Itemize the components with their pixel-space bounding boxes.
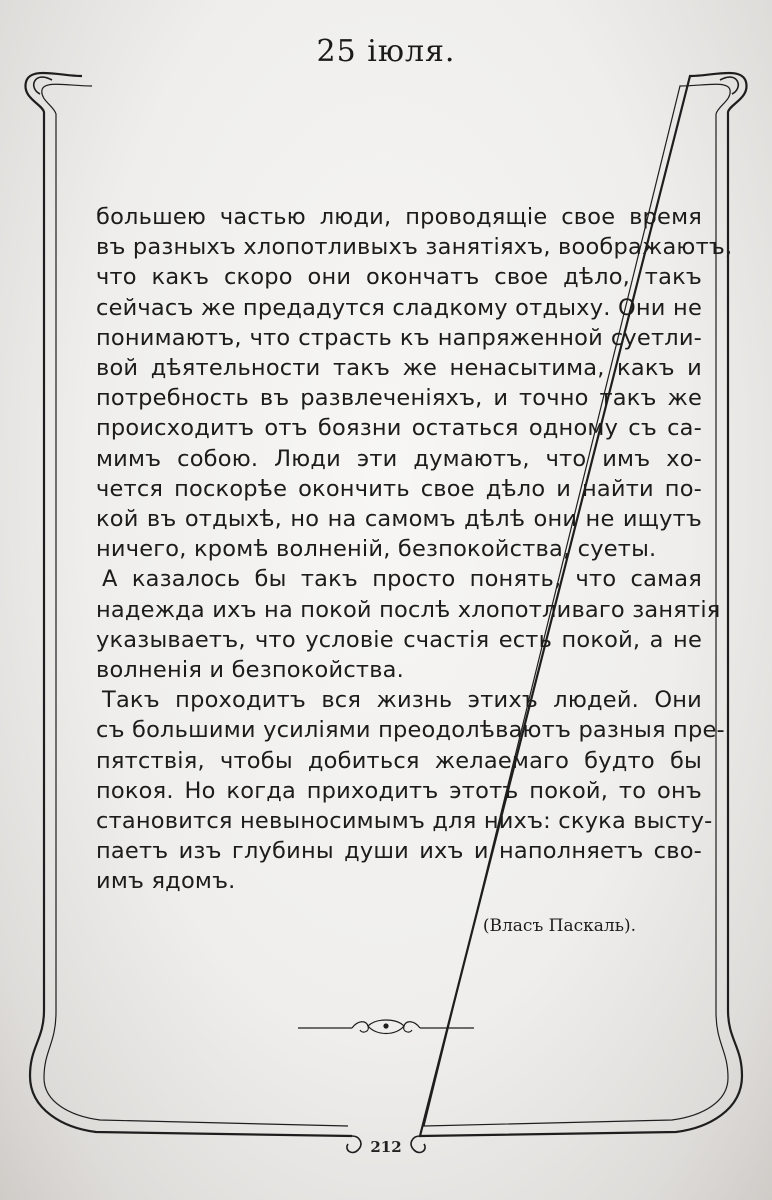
text-line: сейчасъ же предадутся сладкому отдыху. Они не bbox=[96, 294, 702, 321]
text-line: надежда ихъ на покой послѣ хлопотливаго занятія bbox=[96, 596, 721, 623]
text-line: пятствія, чтобы добиться желаемаго будто бы bbox=[96, 747, 702, 774]
paragraph-3 bbox=[96, 685, 725, 896]
paragraph-1 bbox=[96, 202, 733, 564]
paragraph-2 bbox=[96, 564, 721, 685]
text-line: ничего, кромѣ волненій, безпокойства, суеты. bbox=[96, 536, 657, 563]
text-line: имъ ядомъ. bbox=[96, 868, 236, 895]
text-line: А казалось бы такъ просто понять, что самая bbox=[102, 566, 702, 593]
author-signature: (Власъ Паскаль). bbox=[482, 916, 636, 936]
text-line: понимаютъ, что страсть къ напряженной суетли- bbox=[96, 324, 702, 351]
text-line: мимъ собою. Люди эти думаютъ, что имъ хо- bbox=[96, 445, 702, 472]
text-line: большею частью люди, проводящіе свое время bbox=[96, 204, 702, 230]
text-line: потребность въ развлеченіяхъ, и точно такъ же bbox=[96, 385, 702, 412]
text-line: Такъ проходитъ вся жизнь этихъ людей. Они bbox=[102, 687, 702, 714]
text-line: волненія и безпокойства. bbox=[96, 657, 405, 684]
text-line: становится невыносимымъ для нихъ: скука высту- bbox=[96, 808, 713, 835]
text-line: чется поскорѣе окончить свое дѣло и найти по- bbox=[96, 475, 702, 502]
text-line: покоя. Но когда приходитъ этотъ покой, то онъ bbox=[96, 777, 702, 804]
text-line: съ большими усиліями преодолѣваютъ разныя пре- bbox=[96, 717, 725, 744]
text-line: въ разныхъ хлопотливыхъ занятіяхъ, воображаютъ, bbox=[96, 234, 733, 261]
text-line: происходитъ отъ боязни остаться одному съ са- bbox=[96, 415, 702, 442]
page-title-date: 25 іюля. bbox=[316, 34, 456, 69]
corner-curl-top-right bbox=[720, 77, 738, 94]
text-line: паетъ изъ глубины души ихъ и наполняетъ сво- bbox=[96, 838, 702, 865]
corner-curl-top-left bbox=[34, 77, 52, 94]
text-line: вой дѣятельности такъ же ненасытима, какъ и bbox=[96, 355, 702, 382]
text-line: что какъ скоро они окончатъ свое дѣло, такъ bbox=[96, 264, 702, 291]
main-text bbox=[96, 202, 733, 897]
page-number: 212 bbox=[370, 1138, 402, 1156]
text-line: кой въ отдыхѣ, но на самомъ дѣлѣ они не ищутъ bbox=[96, 506, 702, 533]
text-line: указываетъ, что условіе счастія есть покой, а не bbox=[96, 626, 702, 653]
